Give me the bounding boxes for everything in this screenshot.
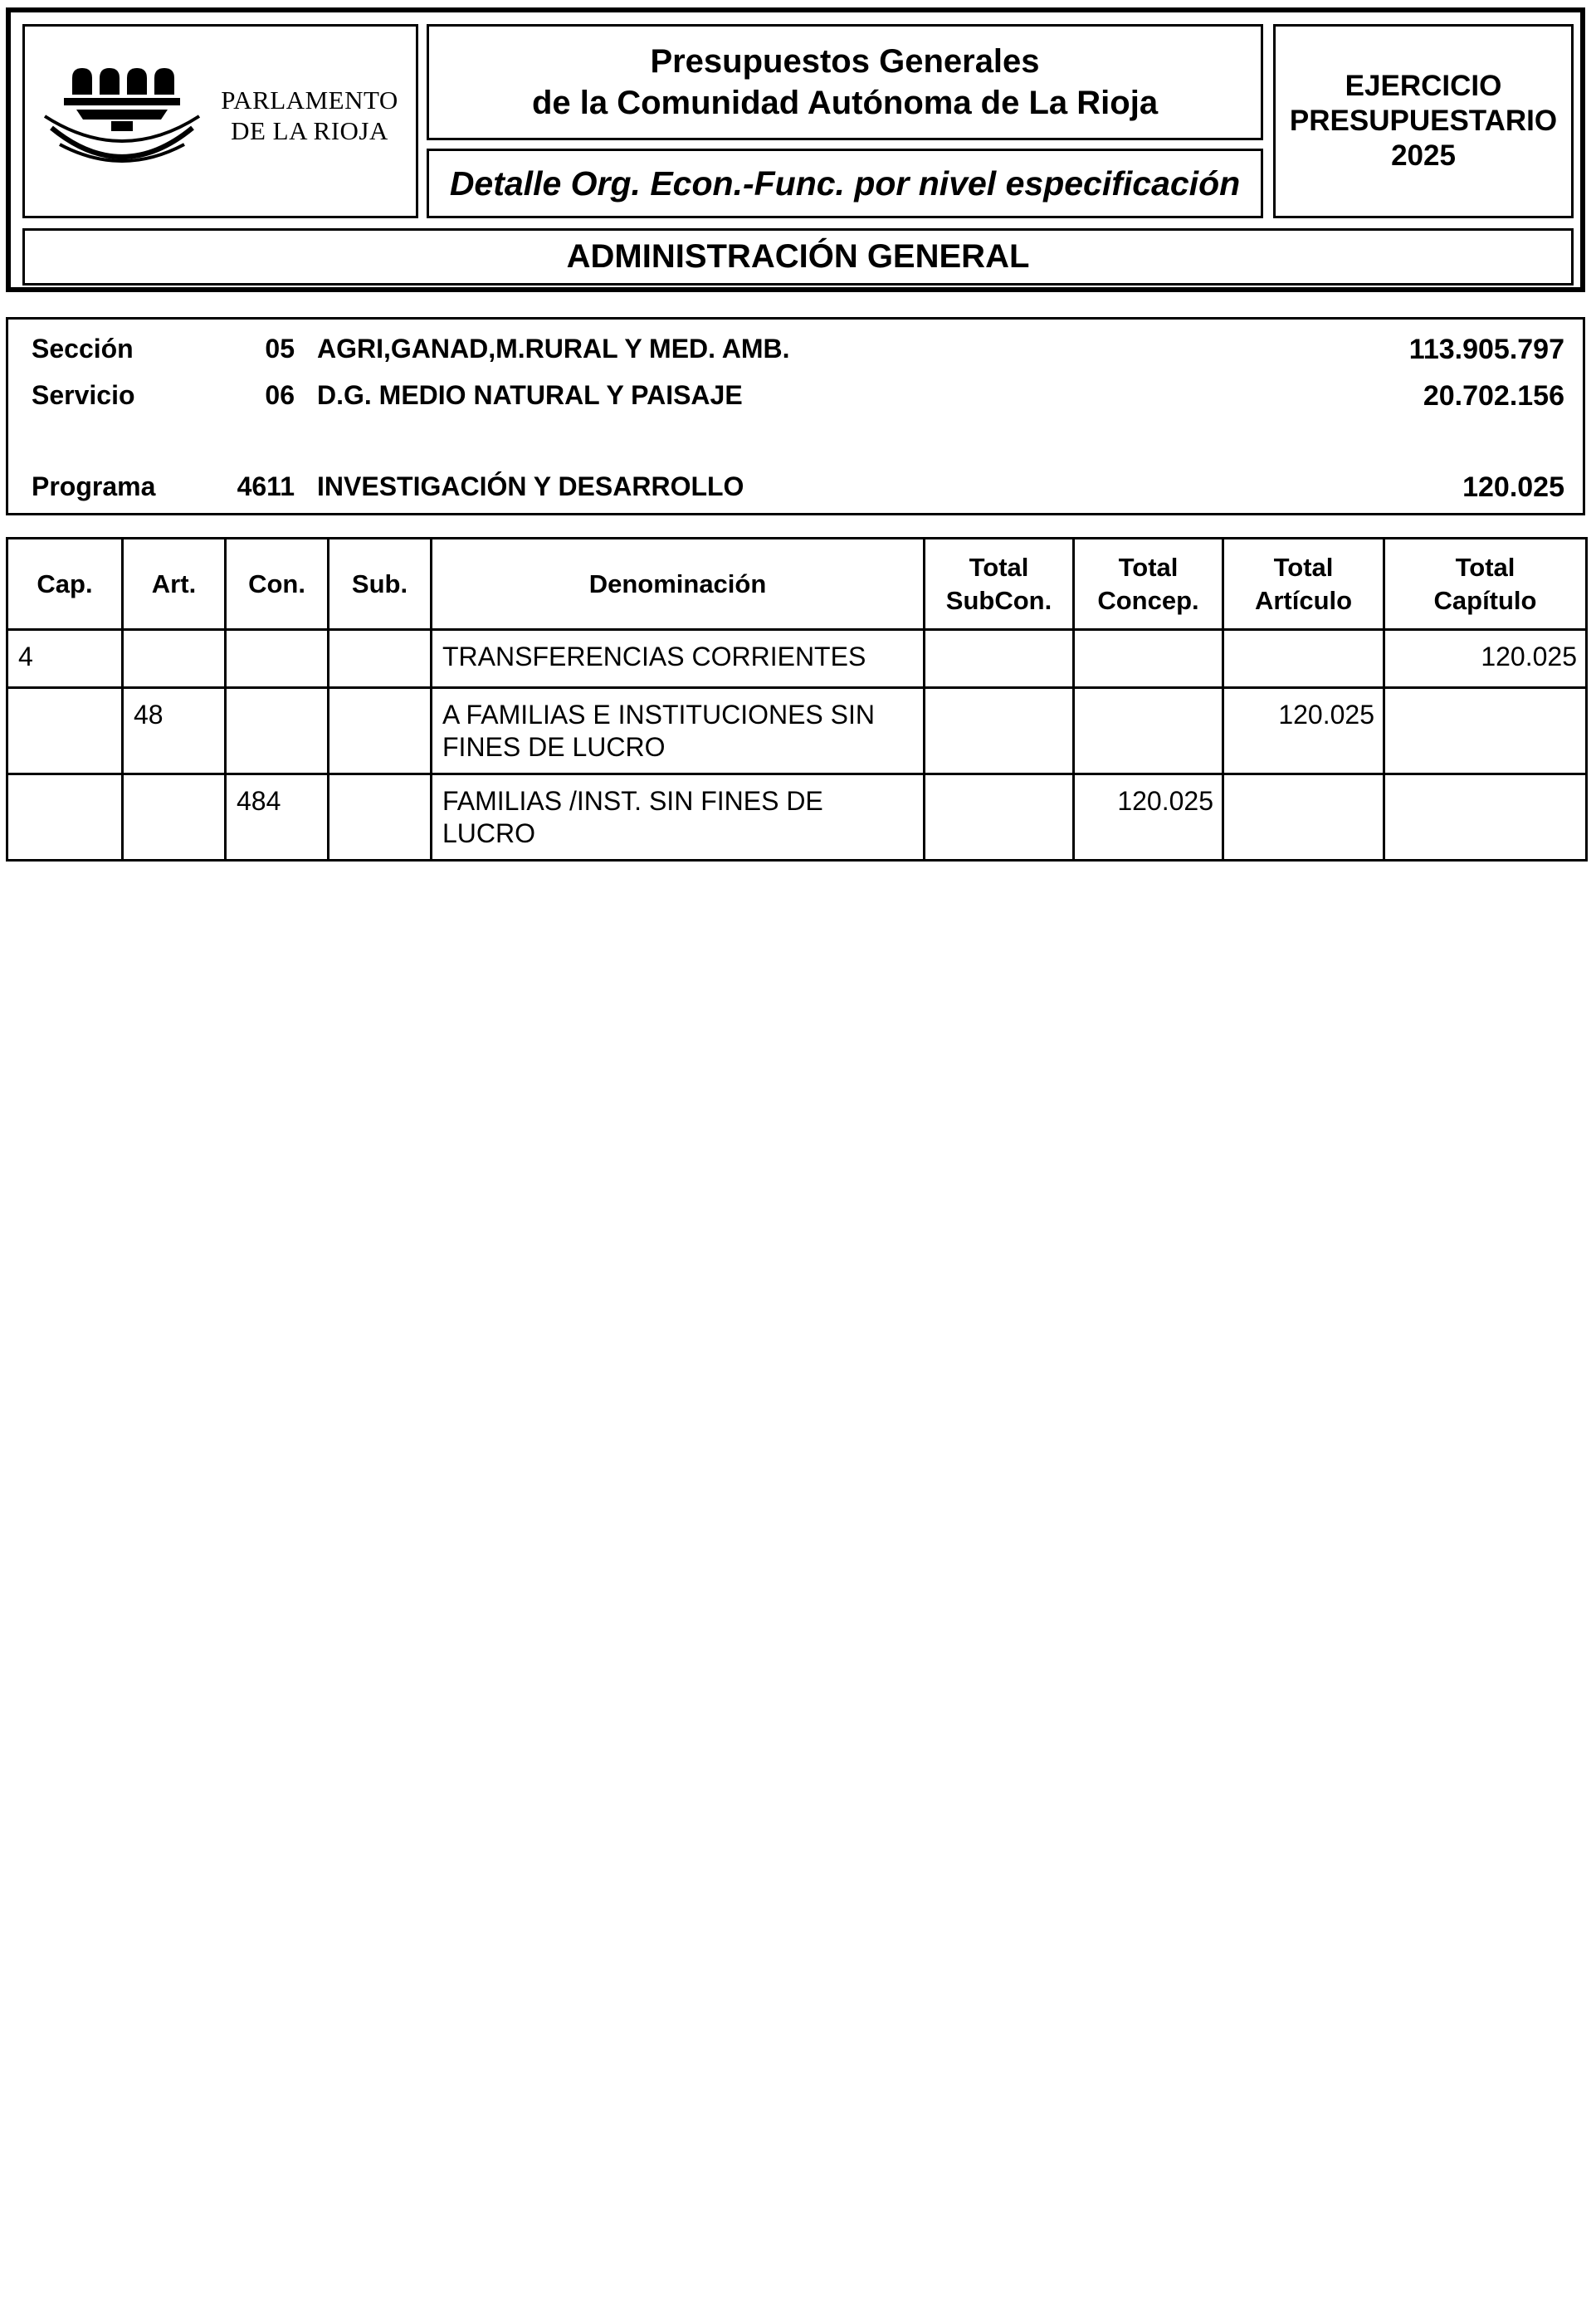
cell-art (123, 774, 226, 861)
cell-art: 48 (123, 688, 226, 774)
cell-con (226, 688, 329, 774)
cell-denominacion: FAMILIAS /INST. SIN FINES DE LUCRO (432, 774, 925, 861)
seccion-code: 05 (265, 334, 295, 364)
programa-row (8, 471, 1583, 505)
col-header-total-concep (1074, 539, 1223, 630)
col-header-total-subcon (925, 539, 1074, 630)
servicio-label: Servicio (32, 380, 135, 410)
cell-total-articulo (1223, 774, 1384, 861)
cell-sub (329, 774, 432, 861)
col-header-total-articulo (1223, 539, 1384, 630)
exercise-label-line1: EJERCICIO (1345, 70, 1502, 102)
cell-total-concep (1074, 630, 1223, 688)
cell-sub (329, 630, 432, 688)
programa-code: 4611 (237, 471, 295, 501)
cell-cap: 4 (7, 630, 123, 688)
exercise-box (1273, 24, 1574, 218)
title-line2: de la Comunidad Autónoma de La Rioja (531, 85, 1159, 121)
cell-denominacion: TRANSFERENCIAS CORRIENTES (432, 630, 925, 688)
col-header-total-subcon-line1: Total (969, 552, 1029, 582)
exercise-label-line2: PRESUPUESTARIO (1289, 105, 1558, 137)
org-name-line1: PARLAMENTO (221, 85, 398, 115)
cell-total-subcon (925, 630, 1074, 688)
cell-total-concep (1074, 688, 1223, 774)
col-header-total-articulo-line1: Total (1273, 552, 1334, 582)
cell-cap (7, 774, 123, 861)
servicio-amount: 20.702.156 (1423, 380, 1564, 412)
parlamento-logo-icon (43, 61, 201, 178)
cell-art (123, 630, 226, 688)
col-header-total-capitulo-line2: Capítulo (1433, 585, 1537, 615)
seccion-name: AGRI,GANAD,M.RURAL Y MED. AMB. (317, 334, 790, 364)
col-header-art: Art. (123, 539, 226, 630)
cell-total-concep: 120.025 (1074, 774, 1223, 861)
org-name-line2: DE LA RIOJA (231, 116, 388, 145)
cell-cap (7, 688, 123, 774)
col-header-total-subcon-line2: SubCon. (945, 585, 1052, 615)
col-header-total-articulo-line2: Artículo (1254, 585, 1353, 615)
cell-total-subcon (925, 774, 1074, 861)
seccion-label: Sección (32, 334, 134, 364)
administration-box (22, 228, 1574, 286)
cell-con: 484 (226, 774, 329, 861)
col-header-cap: Cap. (7, 539, 123, 630)
col-header-total-capitulo (1384, 539, 1587, 630)
org-name (206, 85, 413, 146)
programa-amount: 120.025 (1462, 471, 1564, 503)
cell-total-capitulo (1384, 688, 1587, 774)
report-subtitle: Detalle Org. Econ.-Func. por nivel especificación (449, 164, 1241, 203)
servicio-code: 06 (265, 380, 295, 410)
cell-sub (329, 688, 432, 774)
budget-info-block (6, 317, 1585, 515)
col-header-denominacion: Denominación (432, 539, 925, 630)
subtitle-box (427, 149, 1263, 218)
table-row (7, 630, 1587, 688)
seccion-row (8, 334, 1583, 367)
cell-con (226, 630, 329, 688)
seccion-amount: 113.905.797 (1408, 334, 1564, 365)
exercise-year: 2025 (1391, 139, 1456, 172)
table-header-row (7, 539, 1587, 630)
table-row (7, 688, 1587, 774)
col-header-total-concep-line1: Total (1118, 552, 1179, 582)
servicio-row (8, 380, 1583, 413)
programa-label: Programa (32, 471, 156, 501)
administration-title: ADMINISTRACIÓN GENERAL (566, 238, 1030, 275)
budget-table (6, 537, 1588, 862)
report-header (6, 7, 1585, 292)
col-header-total-capitulo-line1: Total (1455, 552, 1515, 582)
cell-total-capitulo: 120.025 (1384, 630, 1587, 688)
programa-name: INVESTIGACIÓN Y DESARROLLO (317, 471, 744, 501)
cell-total-articulo: 120.025 (1223, 688, 1384, 774)
col-header-con: Con. (226, 539, 329, 630)
servicio-name: D.G. MEDIO NATURAL Y PAISAJE (317, 380, 743, 410)
title-line1: Presupuestos Generales (650, 43, 1040, 80)
cell-total-subcon (925, 688, 1074, 774)
title-box (427, 24, 1263, 140)
table-row (7, 774, 1587, 861)
cell-total-capitulo (1384, 774, 1587, 861)
col-header-sub: Sub. (329, 539, 432, 630)
cell-denominacion: A FAMILIAS E INSTITUCIONES SIN FINES DE LUCRO (432, 688, 925, 774)
cell-total-articulo (1223, 630, 1384, 688)
logo-box (22, 24, 418, 218)
col-header-total-concep-line2: Concep. (1097, 585, 1199, 615)
